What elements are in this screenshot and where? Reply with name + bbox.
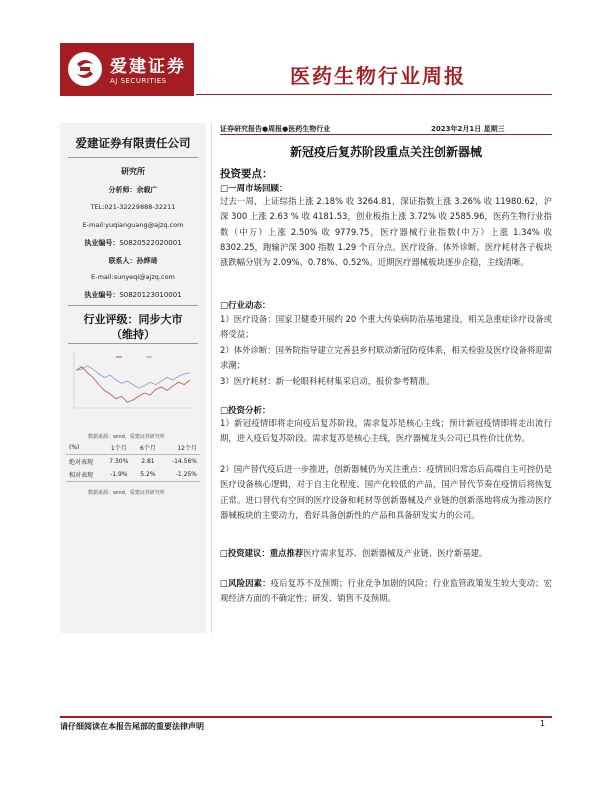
table-header: 12个月 bbox=[177, 445, 197, 452]
risk-factors-label: □风险因素： bbox=[220, 578, 271, 588]
analyst-tel: TEL:021-32229888-32211 bbox=[90, 203, 176, 211]
key-points-heading: 投资要点： bbox=[220, 168, 273, 180]
industry-rating: 行业评级：同步大市 bbox=[83, 313, 183, 326]
analyst-email[interactable]: E-mail:yuqianguang@ajzq.com bbox=[82, 221, 184, 229]
logo-emblem-icon bbox=[68, 52, 102, 86]
table-cell: -1.25% bbox=[175, 471, 197, 478]
contact-line bbox=[60, 256, 206, 266]
logo-name: 爱建证券 bbox=[110, 57, 186, 77]
industry-news-item: 3）医疗耗材：新一轮眼科耗材集采启动，报价参考精准。 bbox=[220, 376, 435, 386]
market-review-text: 过去一周，上证综指上涨 2.18% 收 3264.81，深证指数上涨 3.26% 收 11980.62，沪深 300 上涨 2.63 % 收 4181.53，创业板指上涨 3.72% 收 2585.96，医药生物行业指数（中万）上涨 2.50% 收 9779.75，医疗器械行业指数(中万）上涨 1.34% 收 8302.25，跑输沪深 300 指数 1.29 个百分点。医疗设备、体外诊断、医疗耗材各子板块涨跌幅分别为 2.09%、0.78%、0.52%。近期医疗器械板块逐步企稳，主线清晰。 bbox=[220, 196, 552, 268]
table-cell: 5.2% bbox=[140, 471, 156, 478]
industry-news-item: 2）体外诊断：国务院指导建立完善县乡村联动新冠防疫体系，相关检验及医疗设备将迎需求潮； bbox=[220, 345, 552, 371]
table-row bbox=[66, 455, 200, 469]
industry-news-heading: □行业动态： bbox=[220, 301, 271, 311]
logo-subtitle: AJ SECURITIES bbox=[110, 77, 167, 85]
investment-advice-label: □投资建议： bbox=[220, 548, 270, 558]
analyst-name: 余载广 bbox=[136, 186, 158, 194]
analyst-license-line bbox=[60, 238, 206, 248]
table-row bbox=[66, 468, 200, 482]
report-date: 2023年2月1日 星期三 bbox=[431, 125, 505, 133]
rating-status: （维持） bbox=[111, 328, 155, 341]
performance-table bbox=[66, 441, 200, 482]
company-logo bbox=[60, 43, 194, 96]
table-header: 6个月 bbox=[139, 445, 156, 452]
table-header-row bbox=[66, 441, 200, 455]
sidebar bbox=[60, 123, 206, 633]
investment-advice-emphasis: 重点推荐 bbox=[269, 548, 304, 558]
sidebar-divider bbox=[68, 157, 198, 158]
table-cell: -14.56% bbox=[171, 458, 197, 465]
table-cell: 相对表现 bbox=[69, 472, 94, 479]
footer-divider bbox=[60, 716, 552, 718]
contact-email[interactable]: E-mail:sunyeqi@ajzq.com bbox=[91, 273, 175, 281]
company-name: 爱建证券有限责任公司 bbox=[75, 136, 191, 150]
sidebar-divider bbox=[68, 305, 198, 306]
analyst-line bbox=[60, 185, 206, 195]
risk-factors bbox=[220, 576, 552, 607]
risk-factors-text: 疫后复苏不及预期；行业竞争加剧的风险；行业监管政策发生较大变动；宏观经济方面的不确定性；研发、销售不及预期。 bbox=[220, 578, 552, 604]
column-divider bbox=[211, 123, 212, 633]
performance-chart bbox=[68, 348, 198, 423]
report-category: 证券研究报告●周报●医药生物行业 bbox=[220, 125, 331, 133]
contact-name: 孙烨琦 bbox=[136, 257, 158, 265]
industry-news-item: 1）医疗设备：国家卫健委开展约 20 个重大传染病防治基地建设，相关急重症诊疗设备或将受益； bbox=[220, 314, 552, 340]
investment-analysis-item: 2）国产替代疫后进一步推进，创新器械仍为关注重点：疫情回归常态后高端自主可控仍是医疗设备核心逻辑，对于自主化程度、国产化较低的产品，国产替代节奏在疫情后将恢复正常。进口替代有空间的医疗设备和耗材等创新器械及产业链的创新落地将成为推动医疗器械板块的主要动力，看好具备创新性的产品和具备研发实力的公司。 bbox=[220, 464, 552, 520]
contact-license-line bbox=[60, 290, 206, 300]
table-cell: -1.9% bbox=[110, 471, 128, 478]
market-review-heading: □一周市场回顾： bbox=[220, 184, 288, 194]
license-label: 执业编号： bbox=[84, 239, 120, 247]
sidebar-divider bbox=[68, 343, 198, 344]
chart-background bbox=[68, 348, 198, 423]
meta-divider bbox=[220, 134, 552, 135]
contact-license: S0820123010001 bbox=[119, 291, 182, 299]
table-header: 1个月 bbox=[110, 445, 127, 452]
investment-advice bbox=[220, 546, 552, 561]
report-title: 医药生物行业周报 bbox=[290, 64, 466, 88]
table-cell: 7.30% bbox=[109, 458, 129, 465]
research-heading: 研究所 bbox=[121, 167, 145, 176]
table-cell: 绝对表现 bbox=[69, 459, 94, 466]
header-divider bbox=[196, 94, 552, 95]
table-header: (%) bbox=[69, 444, 80, 451]
report-headline: 新冠疫后复苏阶段重点关注创新器械 bbox=[289, 145, 482, 159]
chart-source: 数据来源：wind，爱建证券研究所 bbox=[88, 434, 165, 440]
analyst-license: S0820522020001 bbox=[119, 239, 182, 247]
legal-disclaimer: 请仔细阅读在本报告尾部的重要法律声明 bbox=[60, 722, 204, 731]
analyst-label: 分析师： bbox=[108, 186, 137, 194]
investment-analysis-item: 1）新冠疫情即将走向疫后复苏阶段，需求复苏是核心主线；预计新冠疫情即将走出流行期，进入疫后复苏阶段。需求复苏是核心主线，医疗器械龙头公司已具性价比优势。 bbox=[220, 418, 552, 444]
license-label: 执业编号： bbox=[84, 291, 120, 299]
investment-analysis-heading: □投资分析： bbox=[220, 406, 271, 416]
page-number: 1 bbox=[540, 719, 546, 728]
table-cell: 2.81 bbox=[141, 458, 155, 465]
table-source: 数据来源：wind，爱建证券研究所 bbox=[88, 490, 165, 496]
investment-advice-text: 医疗需求复苏、创新器械及产业链、医疗新基建。 bbox=[303, 548, 488, 558]
contact-label: 联系人： bbox=[108, 257, 137, 265]
